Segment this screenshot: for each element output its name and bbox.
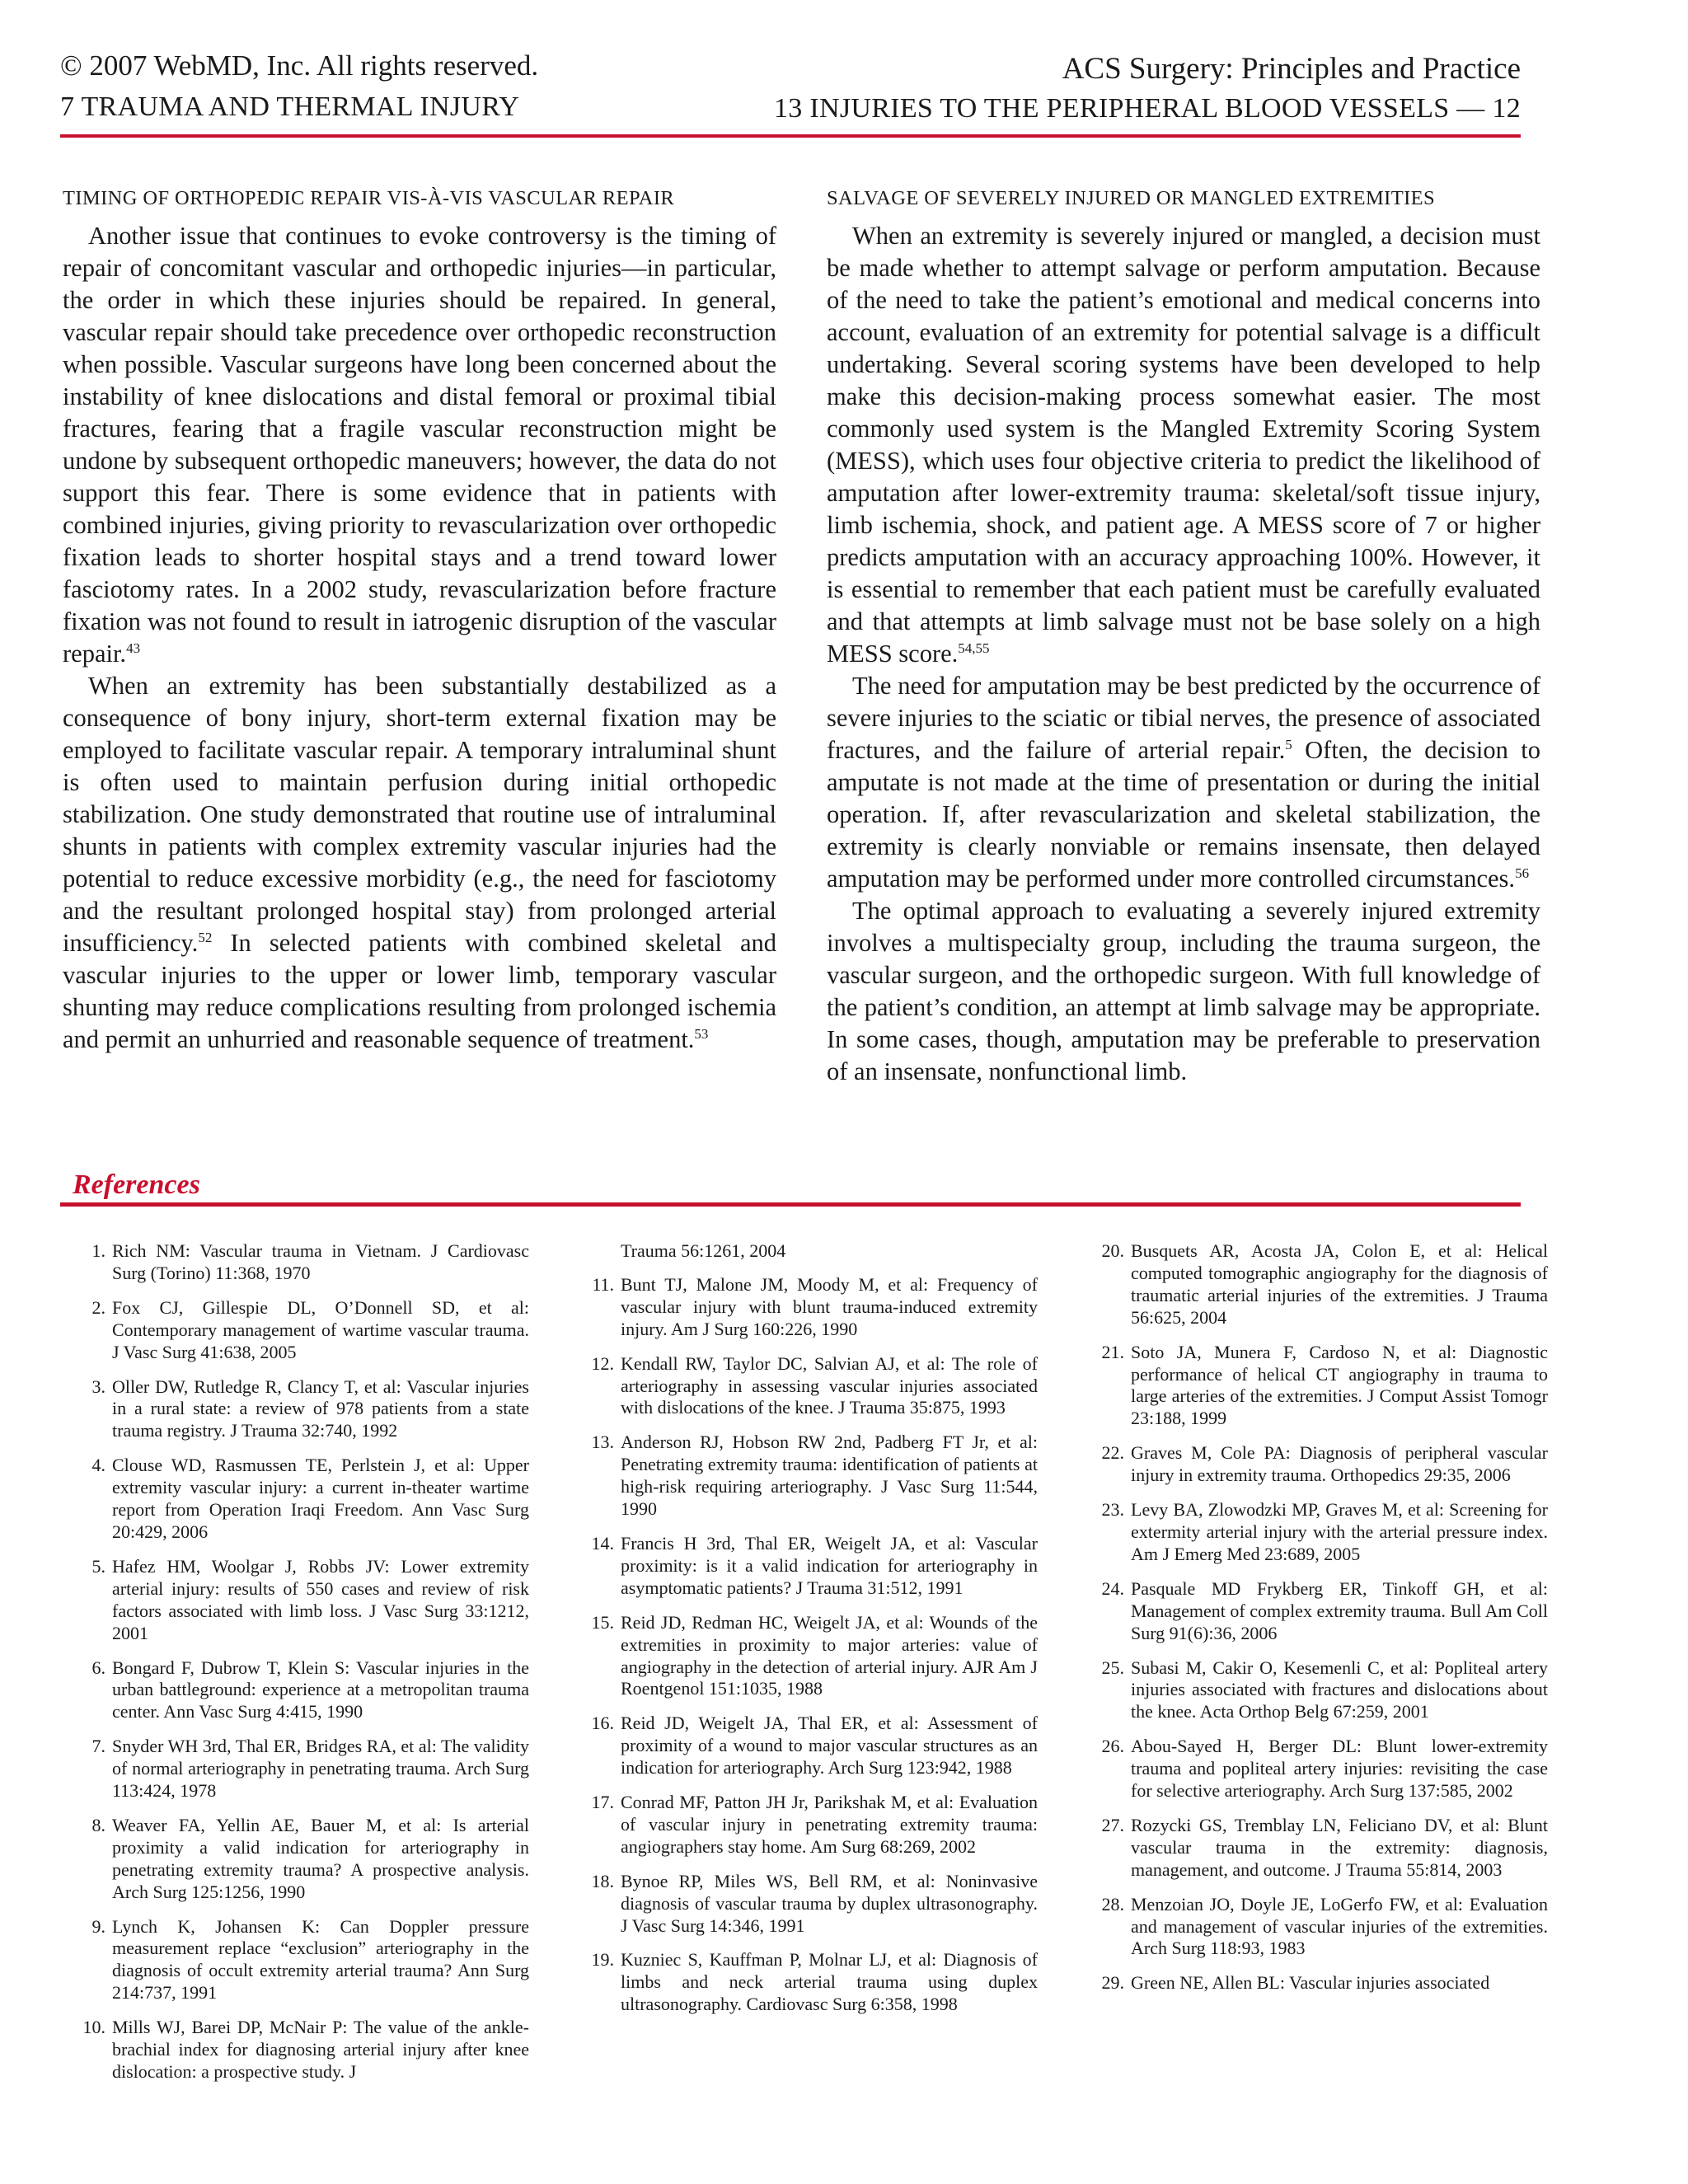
reference-text: Kendall RW, Taylor DC, Salvian AJ, et al: The role of arteriography in assessing vascular injuries associated with dislocations of the knee. J Trauma 35:875, 1993 <box>621 1352 1038 1418</box>
chapter-title: 13 INJURIES TO THE PERIPHERAL BLOOD VESSELS — 12 <box>773 93 1521 124</box>
reference-item <box>1085 1499 1548 1566</box>
references-column-1 <box>66 1240 529 2096</box>
reference-number: 22. <box>1101 1442 1124 1464</box>
reference-number: 13. <box>591 1432 614 1453</box>
section-heading: SALVAGE OF SEVERELY INJURED OR MANGLED EXTREMITIES <box>827 187 1436 209</box>
reference-number: 5. <box>91 1555 106 1577</box>
reference-number: 12. <box>591 1352 614 1374</box>
reference-item <box>1085 1894 1548 1961</box>
reference-item <box>574 1353 1038 1420</box>
reference-text: Francis H 3rd, Thal ER, Weigelt JA, et al: Vascular proximity: is it a valid indication for arteriography in asymptomatic patients? J Trauma 31:512, 1991 <box>621 1532 1038 1598</box>
reference-item <box>66 1736 529 1802</box>
reference-text: Lynch K, Johansen K: Can Doppler pressure measurement replace “exclusion” arteriography in the diagnosis of occult extremity arterial trauma? Ann Surg 214:737, 1991 <box>112 1915 529 2004</box>
reference-text: Kuzniec S, Kauffman P, Molnar LJ, et al: Diagnosis of limbs and neck arterial trauma using duplex ultrasonography. Cardiovasc Surg 6:358, 1998 <box>621 1949 1038 2015</box>
reference-number: 19. <box>591 1949 614 1971</box>
reference-number: 3. <box>91 1376 106 1397</box>
reference-number: 29. <box>1101 1972 1124 1994</box>
reference-number: 10. <box>82 2017 106 2038</box>
reference-item <box>1085 1240 1548 1329</box>
reference-item <box>574 1432 1038 1521</box>
reference-item <box>66 1556 529 1645</box>
paragraph: Another issue that continues to evoke controversy is the timing of repair of concomitant vascular and orthopedic injuries—in particular, the order in which these injuries should be repaired. In general, vascular repair should take precedence over orthopedic reconstruction when possible. Vascular surgeons have long been concerned about the instability of knee dislocations and distal femoral or proximal tibial fractures, fearing that a fragile vascular reconstruction might be undone by subsequent orthopedic maneuvers; however, the data do not support this fear. There is some evidence that in patients with combined injuries, giving priority to revascularization over orthopedic fixation leads to shorter hospital stays and a trend toward lower fasciotomy rates. In a 2002 study, revascularization before fracture fixation was not found to result in iatrogenic disruption of the vascular repair.$^{43}$ <box>63 222 776 668</box>
reference-item <box>1085 1736 1548 1802</box>
reference-text: Levy BA, Zlowodzki MP, Graves M, et al: Screening for extermity arterial injury with the arterial pressure index. Am J Emerg Med 23:689, 2005 <box>1131 1499 1548 1564</box>
reference-number: 28. <box>1101 1893 1124 1915</box>
reference-text: Rozycki GS, Tremblay LN, Feliciano DV, et al: Blunt vascular trauma in the extremity: diagnosis, management, and outcome. J Trauma 55:814, 2003 <box>1131 1814 1548 1880</box>
reference-number: 9. <box>91 1915 106 1937</box>
reference-item <box>574 1274 1038 1341</box>
reference-number: 23. <box>1101 1499 1124 1521</box>
reference-item <box>574 1949 1038 2016</box>
reference-text: Bongard F, Dubrow T, Klein S: Vascular injuries in the urban battleground: experience at a metropolitan trauma center. Ann Vasc Surg 4:415, 1990 <box>112 1657 529 1722</box>
citation: 53 <box>694 1026 709 1042</box>
reference-number: 17. <box>591 1792 614 1813</box>
reference-number: 25. <box>1101 1657 1124 1678</box>
reference-number: 15. <box>591 1611 614 1633</box>
reference-text: Pasquale MD Frykberg ER, Tinkoff GH, et al: Management of complex extremity trauma. Bull Am Coll Surg 91(6):36, 2006 <box>1131 1577 1548 1643</box>
reference-item <box>1085 1815 1548 1882</box>
reference-text: Bynoe RP, Miles WS, Bell RM, et al: Noninvasive diagnosis of vascular trauma by duplex ultrasonography. J Vasc Surg 14:346, 1991 <box>621 1870 1038 1936</box>
reference-number: 11. <box>592 1273 614 1295</box>
reference-text: Mills WJ, Barei DP, McNair P: The value of the ankle-brachial index for diagnosing arterial injury after knee dislocation: a prospective study. J <box>112 2017 529 2082</box>
paragraph: The optimal approach to evaluating a severely injured extremity involves a multispecialty group, including the trauma surgeon, the vascular surgeon, and the orthopedic surgeon. With full knowledge of the patient’s condition, an attempt at limb salvage may be appropriate. In some cases, though, amputation may be preferable to preservation of an insensate, nonfunctional limb. <box>827 897 1540 1085</box>
reference-item <box>1085 1342 1548 1431</box>
reference-number: 7. <box>91 1736 106 1757</box>
reference-number: 21. <box>1101 1341 1124 1362</box>
reference-number: 1. <box>91 1240 106 1261</box>
reference-item <box>1085 1578 1548 1645</box>
reference-text: Rich NM: Vascular trauma in Vietnam. J Cardiovasc Surg (Torino) 11:368, 1970 <box>112 1240 529 1283</box>
reference-number: 2. <box>91 1296 106 1318</box>
reference-text: Abou-Sayed H, Berger DL: Blunt lower-extremity trauma and popliteal artery injuries: revisiting the case for selective arteriography. Arch Surg 137:585, 2002 <box>1131 1736 1548 1802</box>
references-rule <box>60 1202 1521 1207</box>
reference-continuation: Trauma 56:1261, 2004 <box>621 1240 786 1261</box>
reference-text: Busquets AR, Acosta JA, Colon E, et al: Helical computed tomographic angiography for the diagnosis of traumatic arterial injuries of the extremities. J Trauma 56:625, 2004 <box>1131 1240 1548 1328</box>
reference-text: Snyder WH 3rd, Thal ER, Bridges RA, et al: The validity of normal arteriography in penetrating trauma. Arch Surg 113:424, 1978 <box>112 1736 529 1802</box>
page-header <box>60 49 1521 137</box>
header-rule <box>60 134 1521 138</box>
reference-text: Menzoian JO, Doyle JE, LoGerfo FW, et al: Evaluation and management of vascular injuries of the extremities. Arch Surg 118:93, 1983 <box>1131 1893 1548 1959</box>
section-heading: TIMING OF ORTHOPEDIC REPAIR VIS-À-VIS VASCULAR REPAIR <box>63 187 675 209</box>
reference-item <box>66 1376 529 1443</box>
reference-number: 24. <box>1101 1577 1124 1599</box>
reference-item <box>66 1297 529 1364</box>
reference-item <box>66 1455 529 1544</box>
copyright-line: © 2007 WebMD, Inc. All rights reserved. <box>60 49 539 82</box>
reference-text: Oller DW, Rutledge R, Clancy T, et al: Vascular injuries in a rural state: a review of 978 patients from a state trauma registry. J Trauma 32:740, 1992 <box>112 1376 529 1441</box>
reference-text: Graves M, Cole PA: Diagnosis of peripheral vascular injury in extremity trauma. Orthopedics 29:35, 2006 <box>1131 1442 1548 1486</box>
reference-item <box>66 1815 529 1904</box>
reference-text: Conrad MF, Patton JH Jr, Parikshak M, et al: Evaluation of vascular injury in penetrating extremity trauma: angiographers stay home. Am Surg 68:269, 2002 <box>621 1792 1038 1857</box>
references-title: References <box>73 1169 200 1200</box>
reference-number: 27. <box>1101 1814 1124 1835</box>
reference-item <box>1085 1972 1548 1994</box>
reference-item <box>574 1792 1038 1858</box>
reference-text: Clouse WD, Rasmussen TE, Perlstein J, et al: Upper extremity vascular injury: a current in-theater wartime report from Operation Iraqi Freedom. Ann Vasc Surg 20:429, 2006 <box>112 1455 529 1542</box>
book-title: ACS Surgery: Principles and Practice <box>1062 52 1521 86</box>
section-title: 7 TRAUMA AND THERMAL INJURY <box>60 91 520 122</box>
reference-number: 18. <box>591 1870 614 1891</box>
reference-text: Green NE, Allen BL: Vascular injuries associated <box>1131 1972 1490 1994</box>
reference-number: 16. <box>591 1713 614 1734</box>
reference-text: Reid JD, Redman HC, Weigelt JA, et al: Wounds of the extremities in proximity to major arteries: value of angiography in the detection of arterial injury. AJR Am J Roentgenol 151:1035, 1988 <box>621 1611 1038 1699</box>
reference-text: Soto JA, Munera F, Cardoso N, et al: Diagnostic performance of helical CT angiography in trauma to large arteries of the extremities. J Comput Assist Tomogr 23:188, 1999 <box>1131 1341 1548 1429</box>
citation: 52 <box>198 930 213 945</box>
references-column-2 <box>574 1240 1038 2028</box>
reference-number: 20. <box>1101 1240 1124 1261</box>
right-column <box>827 186 1540 1088</box>
references-column-3 <box>1085 1240 1548 2007</box>
reference-text: Fox CJ, Gillespie DL, O’Donnell SD, et al: Contemporary management of wartime vascular trauma. J Vasc Surg 41:638, 2005 <box>112 1296 529 1362</box>
citation: 43 <box>126 640 141 656</box>
reference-item <box>574 1612 1038 1701</box>
reference-text: Reid JD, Weigelt JA, Thal ER, et al: Assessment of proximity of a wound to major vascular structures as an indication for arteriography. Arch Surg 123:942, 1988 <box>621 1713 1038 1779</box>
paragraph: When an extremity has been substantially destabilized as a consequence of bony injury, short-term external fixation may be employed to facilitate vascular repair. A temporary intraluminal shunt is often used to maintain perfusion during initial orthopedic stabilization. One study demonstrated that routine use of intraluminal shunts in patients with complex extremity vascular injuries had the potential to reduce excessive morbidity (e.g., the need for fasciotomy and the resultant prolonged hospital stay) from prolonged arterial insufficiency.$^{52}$ In selected patients with combined skeletal and vascular injuries to the upper or lower limb, temporary vascular shunting may reduce complications resulting from prolonged ischemia and permit an unhurried and reasonable sequence of treatment.$^{53}$ <box>63 672 776 1053</box>
reference-item <box>574 1871 1038 1938</box>
citation: 54,55 <box>958 640 990 656</box>
reference-item <box>66 1240 529 1285</box>
reference-item <box>1085 1442 1548 1487</box>
paragraph: The need for amputation may be best predicted by the occurrence of severe injuries to the sciatic or tibial nerves, the presence of associated fractures, and the failure of arterial repair.$^5$ Often, the decision to amputate is not made at the time of presentation or during the initial operation. If, after revascularization and skeletal stabilization, the extremity is clearly nonviable or remains insensate, then delayed amputation may be performed under more controlled circumstances.$^{56}$ <box>827 672 1540 893</box>
reference-number: 4. <box>91 1455 106 1476</box>
reference-text: Hafez HM, Woolgar J, Robbs JV: Lower extremity arterial injury: results of 550 cases and review of risk factors associated with limb loss. J Vasc Surg 33:1212, 2001 <box>112 1555 529 1643</box>
reference-text: Weaver FA, Yellin AE, Bauer M, et al: Is arterial proximity a valid indication for arteriography in penetrating extremity trauma? A prospective analysis. Arch Surg 125:1256, 1990 <box>112 1814 529 1902</box>
reference-item <box>574 1533 1038 1600</box>
citation: 5 <box>1285 737 1292 752</box>
reference-item <box>66 1657 529 1724</box>
reference-number: 26. <box>1101 1736 1124 1757</box>
reference-number: 6. <box>91 1657 106 1678</box>
reference-text: Subasi M, Cakir O, Kesemenli C, et al: Popliteal artery injuries associated with fractures and dislocations about the knee. Acta Orthop Belg 67:259, 2001 <box>1131 1657 1548 1722</box>
reference-number: 8. <box>91 1814 106 1835</box>
paragraph: When an extremity is severely injured or mangled, a decision must be made whether to attempt salvage or perform amputation. Because of the need to take the patient’s emotional and medical concerns into account, evaluation of an extremity for potential salvage is a difficult undertaking. Several scoring systems have been developed to help make this decision-making process somewhat easier. The most commonly used system is the Mangled Extremity Scoring System (MESS), which uses four objective criteria to predict the likelihood of amputation after lower-extremity trauma: skeletal/soft tissue injury, limb ischemia, shock, and patient age. A MESS score of 7 or higher predicts amputation with an accuracy approaching 100%. However, it is essential to remember that each patient must be carefully evaluated and that attempts at limb salvage must not be base solely on a high MESS score.$^{54,55}$ <box>827 222 1540 668</box>
reference-item <box>66 2017 529 2083</box>
left-column <box>63 186 776 1056</box>
reference-item <box>574 1713 1038 1779</box>
reference-item <box>66 1916 529 2005</box>
reference-text: Anderson RJ, Hobson RW 2nd, Padberg FT Jr, et al: Penetrating extremity trauma: identification of patients at high-risk requiring arteriography. J Vasc Surg 11:544, 1990 <box>621 1432 1038 1520</box>
reference-text: Bunt TJ, Malone JM, Moody M, et al: Frequency of vascular injury with blunt trauma-induced extremity injury. Am J Surg 160:226, 1990 <box>621 1273 1038 1339</box>
citation: 56 <box>1515 865 1530 881</box>
reference-number: 14. <box>591 1532 614 1554</box>
reference-item <box>1085 1657 1548 1724</box>
